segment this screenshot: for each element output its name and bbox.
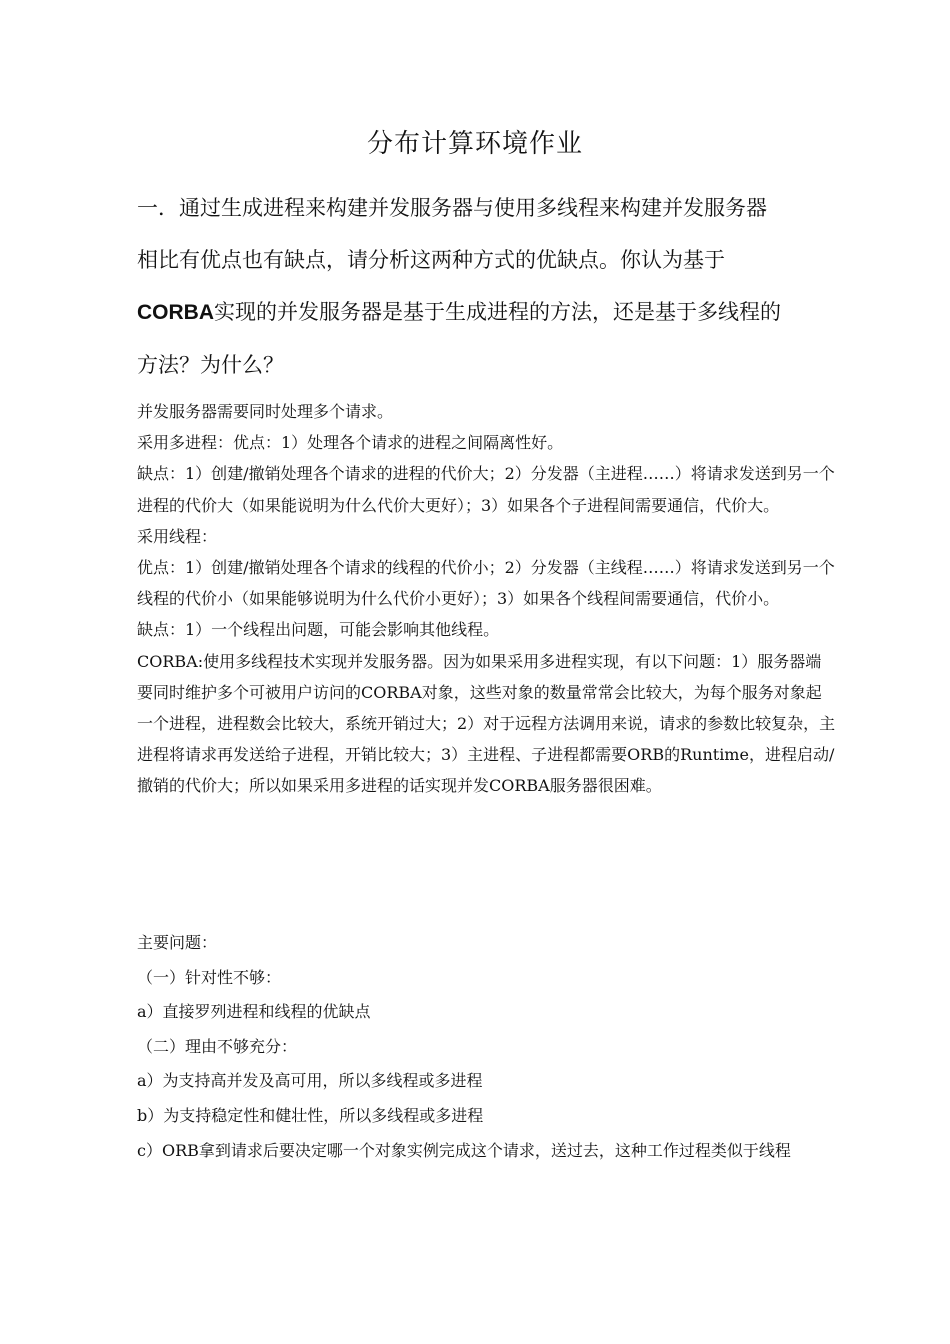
issue-subitem: a）直接罗列进程和线程的优缺点 bbox=[137, 1002, 371, 1022]
question-line-1: 一．通过生成进程来构建并发服务器与使用多线程来构建并发服务器 bbox=[137, 196, 767, 220]
question-line-2: 相比有优点也有缺点，请分析这两种方式的优缺点。你认为基于 bbox=[137, 248, 725, 272]
question-line-4: 方法？为什么？ bbox=[137, 353, 284, 377]
answer-paragraph: 采用多进程：优点：1）处理各个请求的进程之间隔离性好。 bbox=[137, 433, 564, 453]
issue-subitem: c）ORB拿到请求后要决定哪一个对象实例完成这个请求，送过去，这种工作过程类似于线程 bbox=[137, 1140, 791, 1160]
question-corba-term: CORBA bbox=[137, 301, 214, 324]
answer-paragraph: 缺点：1）创建/撤销处理各个请求的进程的代价大；2）分发器（主进程……）将请求发送到另一个进程的代价大（如果能说明为什么代价大更好）；3）如果各个子进程间需要通信，代价大。 bbox=[137, 464, 835, 515]
main-issues-section bbox=[137, 926, 837, 1166]
question-line-3-text: 实现的并发服务器是基于生成进程的方法，还是基于多线程的 bbox=[214, 300, 781, 324]
answer-body bbox=[137, 396, 837, 802]
question-paragraph bbox=[137, 182, 827, 391]
answer-paragraph: 优点：1）创建/撤销处理各个请求的线程的代价小；2）分发器（主线程……）将请求发送到另一个线程的代价小（如果能够说明为什么代价小更好）；3）如果各个线程间需要通信，代价小。 bbox=[137, 558, 835, 609]
issue-subitem: a）为支持高并发及高可用，所以多线程或多进程 bbox=[137, 1071, 483, 1091]
issue-item: （二）理由不够充分： bbox=[137, 1036, 298, 1056]
question-line-3 bbox=[137, 286, 827, 339]
answer-paragraph: CORBA:使用多线程技术实现并发服务器。因为如果采用多进程实现，有以下问题：1）服务器端要同时维护多个可被用户访问的CORBA对象，这些对象的数量常常会比较大，为每个服务对象起一个进程，进程数会比较大，系统开销过大；2）对于远程方法调用来说，请求的参数比较复杂，主进程将请求再发送给子进程，开销比较大；3）主进程、子进程都需要ORB的Runtime，进程启动/撤销的代价大；所以如果采用多进程的话实现并发CORBA服务器很困难。 bbox=[137, 651, 836, 796]
answer-paragraph: 采用线程： bbox=[137, 526, 218, 546]
document-title: 分布计算环境作业 bbox=[366, 129, 583, 159]
answer-paragraph: 缺点：1）一个线程出问题，可能会影响其他线程。 bbox=[137, 620, 500, 640]
answer-paragraph: 并发服务器需要同时处理多个请求。 bbox=[137, 402, 394, 421]
issues-heading: 主要问题： bbox=[137, 933, 218, 952]
issue-item: （一）针对性不够： bbox=[137, 967, 282, 987]
issue-subitem: b）为支持稳定性和健壮性，所以多线程或多进程 bbox=[137, 1105, 484, 1125]
